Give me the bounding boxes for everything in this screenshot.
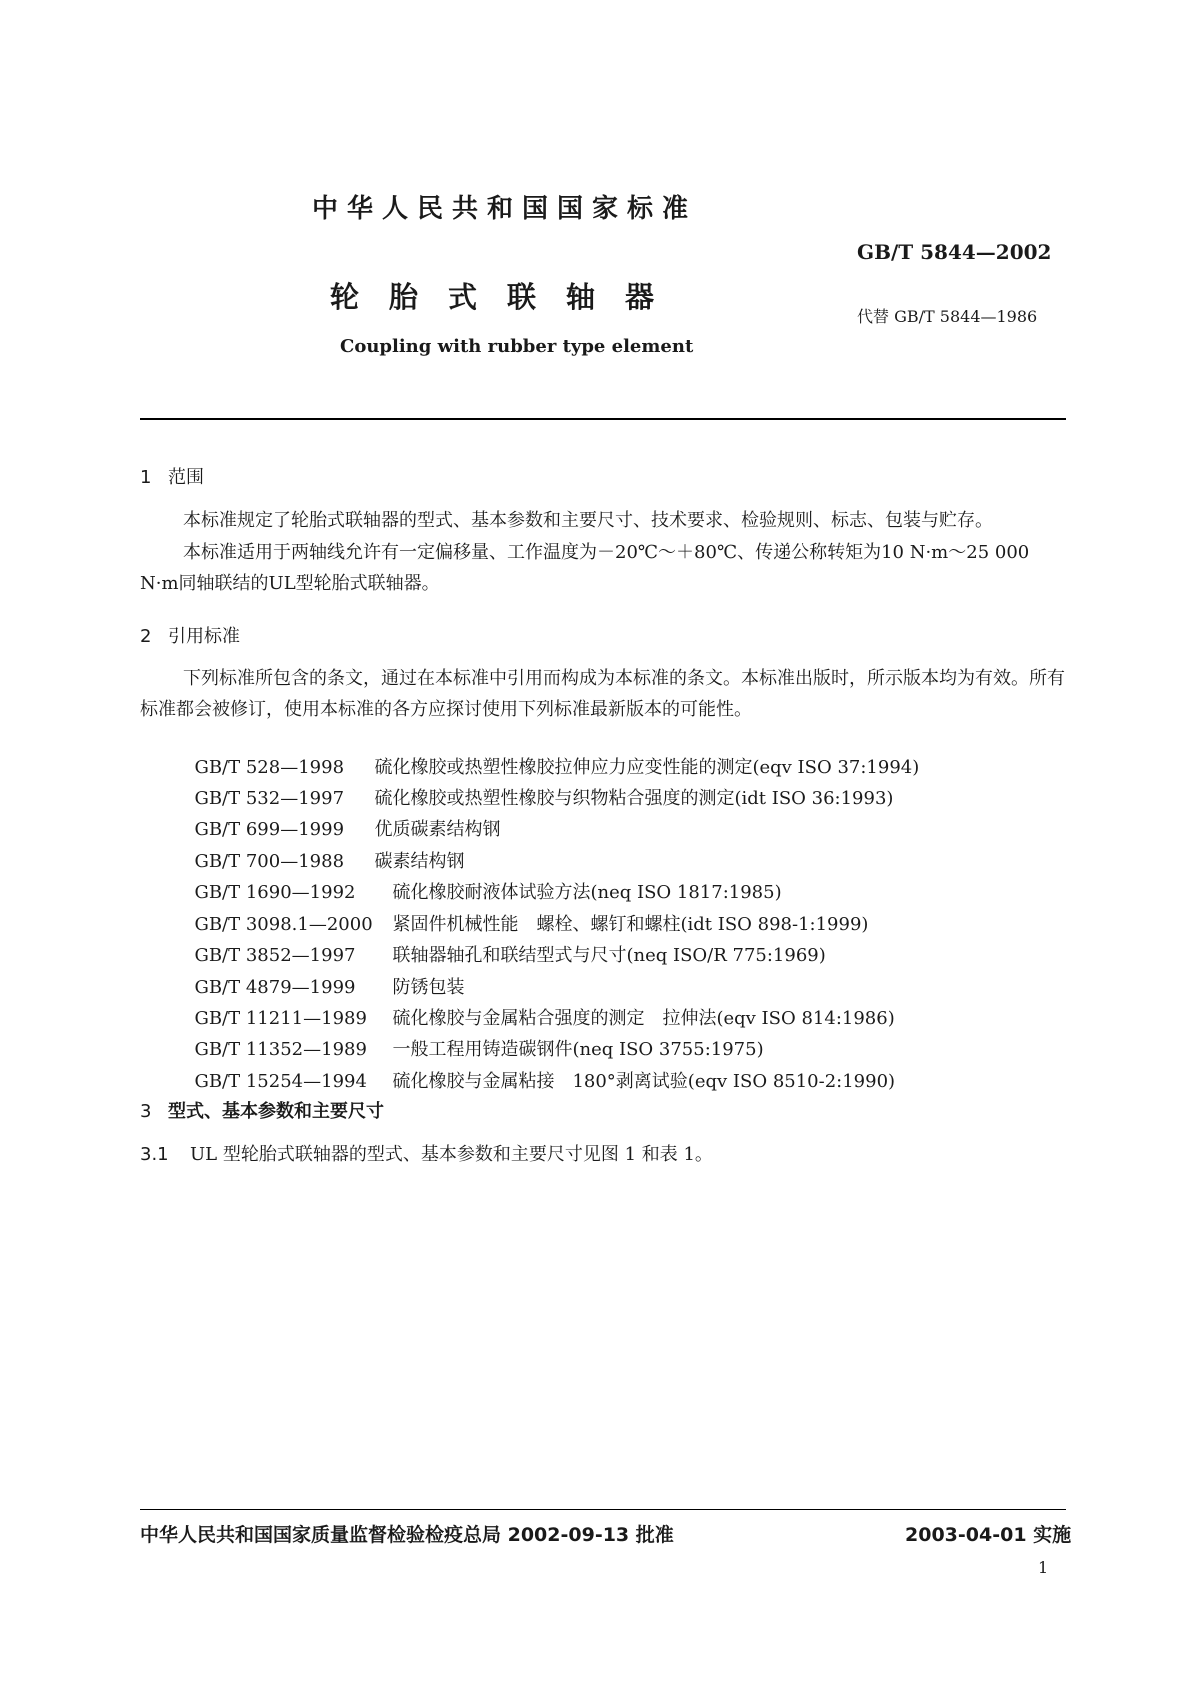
section-title: 型式、基本参数和主要尺寸	[168, 1101, 384, 1122]
reference-code: GB/T 11211—1989	[194, 1008, 367, 1029]
reference-title: 优质碳素结构钢	[374, 819, 501, 840]
page-number: 1	[1038, 1558, 1049, 1577]
section-1-paragraph-1: 本标准规定了轮胎式联轴器的型式、基本参数和主要尺寸、技术要求、检验规则、标志、包装与贮存。	[183, 510, 993, 531]
reference-title: 硫化橡胶耐液体试验方法(neq ISO 1817:1985)	[392, 882, 782, 903]
section-number: 3	[140, 1101, 152, 1122]
header-divider	[140, 418, 1066, 420]
section-number: 2	[140, 626, 152, 647]
reference-code: GB/T 699—1999	[194, 819, 345, 840]
clause-3-1	[140, 1140, 713, 1166]
reference-code: GB/T 528—1998	[194, 757, 345, 778]
standard-code: GB/T 5844—2002	[857, 240, 1052, 264]
section-number: 1	[140, 467, 152, 488]
reference-title: 联轴器轴孔和联结型式与尺寸(neq ISO/R 775:1969)	[392, 945, 826, 966]
reference-code: GB/T 3852—1997	[194, 945, 356, 966]
clause-number: 3.1	[140, 1144, 169, 1165]
reference-code: GB/T 700—1988	[194, 851, 345, 872]
title-english: Coupling with rubber type element	[340, 336, 694, 357]
reference-code: GB/T 1690—1992	[194, 882, 356, 903]
section-title: 引用标准	[168, 626, 240, 647]
reference-title: 硫化橡胶与金属粘接 180°剥离试验(eqv ISO 8510-2:1990)	[392, 1071, 896, 1092]
section-2-heading	[140, 622, 240, 648]
section-title: 范围	[168, 467, 204, 488]
reference-title: 硫化橡胶与金属粘合强度的测定 拉伸法(eqv ISO 814:1986)	[392, 1008, 895, 1029]
replaces-note: 代替 GB/T 5844—1986	[857, 307, 1038, 326]
reference-item	[183, 1046, 895, 1093]
reference-title: 硫化橡胶或热塑性橡胶与织物粘合强度的测定(idt ISO 36:1993)	[374, 788, 894, 809]
reference-title: 碳素结构钢	[374, 851, 465, 872]
section-1-paragraph-2: 本标准适用于两轴线允许有一定偏移量、工作温度为－20℃～＋80℃、传递公称转矩为10 N·m～25 000 N·m同轴联结的UL型轮胎式联轴器。	[140, 542, 1030, 594]
reference-title: 防锈包装	[392, 977, 465, 998]
national-standard-label: 中华人民共和国国家标准	[312, 194, 698, 224]
reference-code: GB/T 532—1997	[194, 788, 345, 809]
section-1-heading	[140, 463, 204, 489]
reference-title: 紧固件机械性能 螺栓、螺钉和螺柱(idt ISO 898-1:1999)	[392, 914, 869, 935]
clause-text: UL 型轮胎式联轴器的型式、基本参数和主要尺寸见图 1 和表 1。	[190, 1144, 713, 1165]
reference-title: 硫化橡胶或热塑性橡胶拉伸应力应变性能的测定(eqv ISO 37:1994)	[374, 757, 920, 778]
reference-code: GB/T 3098.1—2000	[194, 914, 373, 935]
title-chinese: 轮胎式联轴器	[330, 280, 685, 314]
reference-code: GB/T 15254—1994	[194, 1071, 367, 1092]
reference-code: GB/T 4879—1999	[194, 977, 356, 998]
reference-code: GB/T 11352—1989	[194, 1039, 367, 1060]
section-2-intro: 下列标准所包含的条文，通过在本标准中引用而构成为本标准的条文。本标准出版时，所示版本均为有效。所有标准都会被修订，使用本标准的各方应探讨使用下列标准最新版本的可能性。	[140, 668, 1065, 720]
approval-statement: 中华人民共和国国家质量监督检验检疫总局 2002-09-13 批准	[140, 1524, 674, 1546]
footer-divider	[140, 1509, 1066, 1510]
section-3-heading	[140, 1097, 384, 1123]
reference-title: 一般工程用铸造碳钢件(neq ISO 3755:1975)	[392, 1039, 764, 1060]
implementation-date: 2003-04-01 实施	[905, 1524, 1072, 1546]
